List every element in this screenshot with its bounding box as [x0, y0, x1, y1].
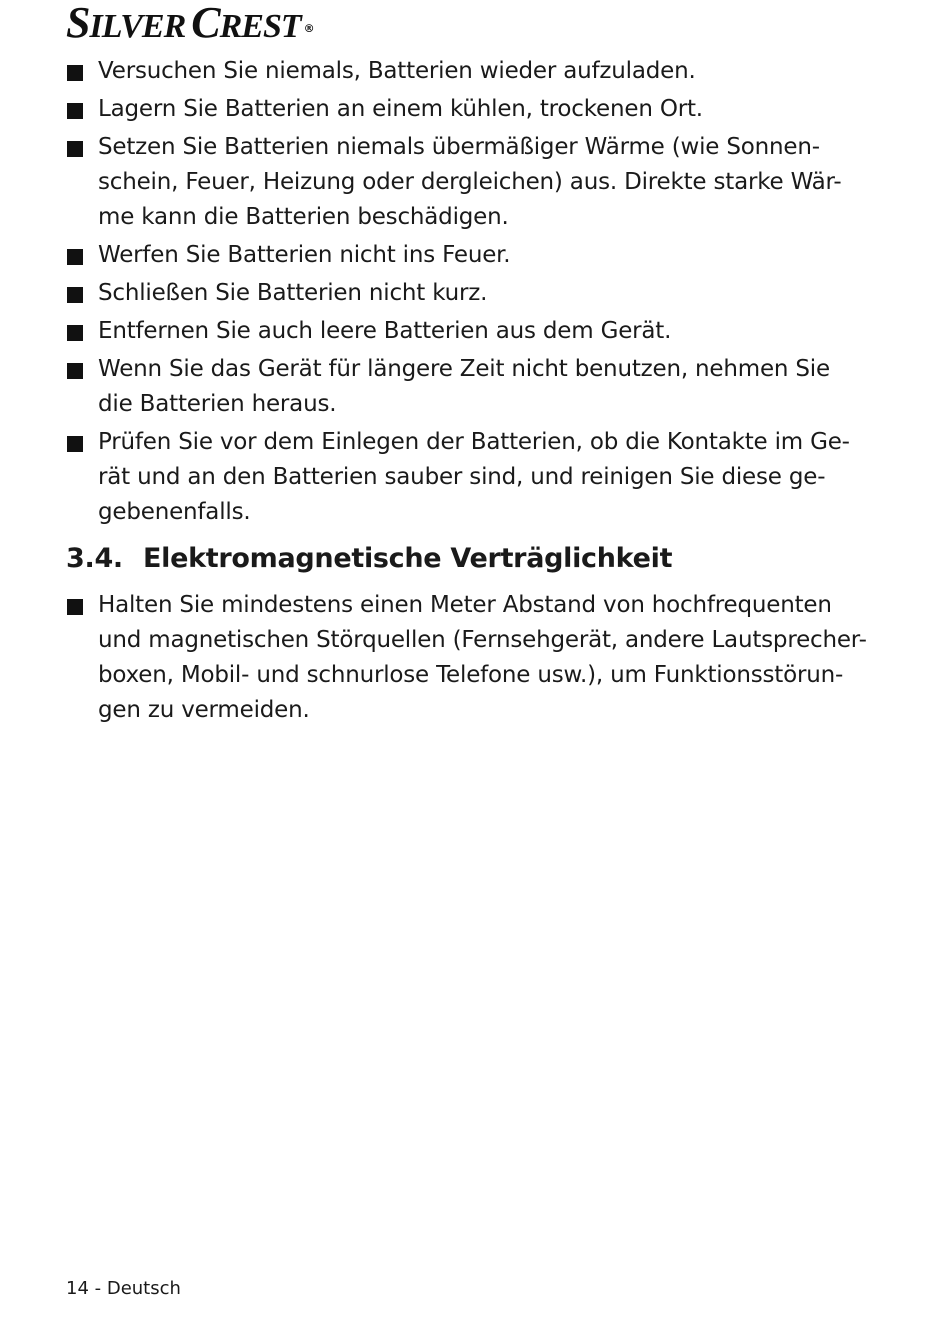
square-bullet-icon [67, 103, 83, 119]
square-bullet-icon [67, 249, 83, 265]
square-bullet-icon [67, 363, 83, 379]
list-item [66, 314, 866, 349]
silvercrest-logo: SILVER CREST ® [66, 0, 315, 47]
section-heading [66, 540, 866, 578]
list-item [66, 588, 866, 728]
list-item [66, 130, 866, 235]
list-item [66, 352, 866, 422]
square-bullet-icon [67, 65, 83, 81]
list-item-line: schein, Feuer, Heizung oder dergleichen) aus. Direkte starke Wär- [98, 169, 842, 195]
list-item-line: boxen, Mobil- und schnurlose Telefone usw.), um Funktionsstörun- [98, 662, 844, 688]
list-item [66, 238, 866, 273]
list-item-line: Entfernen Sie auch leere Batterien aus dem Gerät. [98, 318, 672, 344]
list-item-line: gen zu vermeiden. [98, 697, 310, 723]
list-item-line: rät und an den Batterien sauber sind, und reinigen Sie diese ge- [98, 464, 826, 490]
section-number: 3.4. [66, 543, 123, 574]
list-item-line: die Batterien heraus. [98, 391, 337, 417]
list-item-line: Setzen Sie Batterien niemals übermäßiger Wärme (wie Sonnen- [98, 134, 820, 160]
list-item-line: und magnetischen Störquellen (Fernsehgerät, andere Lautsprecher- [98, 627, 867, 653]
list-item-line: Lagern Sie Batterien an einem kühlen, trockenen Ort. [98, 96, 703, 122]
square-bullet-icon [67, 325, 83, 341]
list-item [66, 425, 866, 530]
square-bullet-icon [67, 599, 83, 615]
list-item-line: Versuchen Sie niemals, Batterien wieder aufzuladen. [98, 58, 696, 84]
square-bullet-icon [67, 436, 83, 452]
registered-mark: ® [303, 22, 315, 35]
list-item [66, 92, 866, 127]
list-item-line: Halten Sie mindestens einen Meter Abstand von hochfrequenten [98, 592, 832, 618]
list-item-line: me kann die Batterien beschädigen. [98, 204, 509, 230]
square-bullet-icon [67, 141, 83, 157]
list-item-line: Schließen Sie Batterien nicht kurz. [98, 280, 488, 306]
list-item-line: gebenenfalls. [98, 499, 251, 525]
list-item-line: Werfen Sie Batterien nicht ins Feuer. [98, 242, 511, 268]
page-content [66, 54, 866, 731]
list-item-line: Wenn Sie das Gerät für längere Zeit nicht benutzen, nehmen Sie [98, 356, 830, 382]
section-title: Elektromagnetische Verträglichkeit [143, 543, 673, 574]
emc-list [66, 588, 866, 728]
battery-safety-list [66, 54, 866, 530]
list-item [66, 276, 866, 311]
list-item [66, 54, 866, 89]
square-bullet-icon [67, 287, 83, 303]
page-footer: 14 - Deutsch [66, 1278, 181, 1299]
list-item-line: Prüfen Sie vor dem Einlegen der Batterien, ob die Kontakte im Ge- [98, 429, 850, 455]
